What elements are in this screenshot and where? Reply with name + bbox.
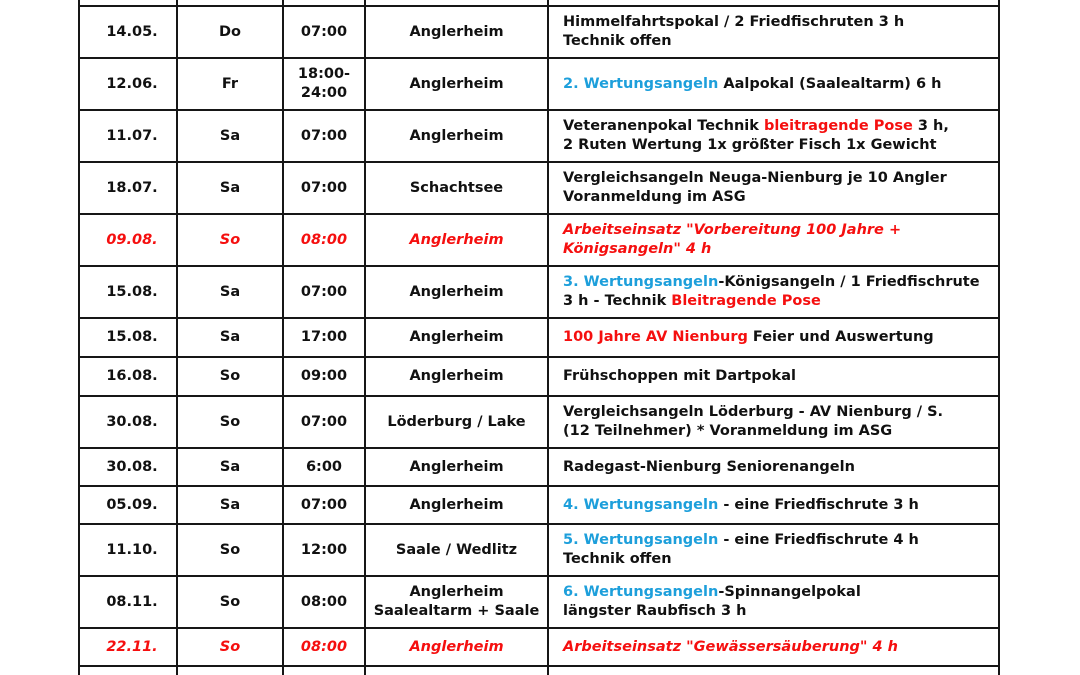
description-line xyxy=(563,32,992,51)
location-cell: Anglerheim xyxy=(365,357,548,396)
weekday-cell: Sa xyxy=(177,162,283,214)
description-line xyxy=(563,169,992,188)
date-cell: 08.11. xyxy=(79,576,177,628)
time-cell: 12:00 xyxy=(283,524,365,576)
location-cell: Anglerheim xyxy=(365,58,548,110)
date-cell: 09.08. xyxy=(79,214,177,266)
table-row xyxy=(79,486,999,524)
description-cell xyxy=(548,6,999,58)
description-line xyxy=(563,602,992,621)
time-cell: 08:00 xyxy=(283,214,365,266)
location-cell: Anglerheim xyxy=(365,6,548,58)
description-text: 3 h - Technik xyxy=(563,293,672,309)
competition-label: 6. Wertungsangeln xyxy=(563,584,719,600)
time-cell: 08:00 xyxy=(283,628,365,666)
location-cell: Schachtsee xyxy=(365,162,548,214)
description-cell xyxy=(548,357,999,396)
time-cell: 07:00 xyxy=(283,396,365,448)
description-cell xyxy=(548,318,999,357)
weekday-cell: Sa xyxy=(177,486,283,524)
weekday-cell xyxy=(177,666,283,675)
weekday-cell: Sa xyxy=(177,448,283,486)
time-cell-line: 24:00 xyxy=(300,85,348,101)
description-text: Veteranenpokal Technik xyxy=(563,118,764,134)
description-text: 2 Ruten Wertung 1x größter Fisch 1x Gewicht xyxy=(563,137,937,153)
description-line xyxy=(563,75,992,94)
description-line xyxy=(563,221,992,240)
description-text: Technik offen xyxy=(563,33,672,49)
date-cell: 22.11. xyxy=(79,628,177,666)
time-cell: 09:00 xyxy=(283,357,365,396)
schedule-body xyxy=(79,0,999,675)
description-line xyxy=(563,188,992,207)
description-cell xyxy=(548,214,999,266)
description-text: - eine Friedfischrute 4 h xyxy=(718,532,919,548)
highlight-text: Arbeitseinsatz "Vorbereitung 100 Jahre + xyxy=(563,222,902,238)
location-cell xyxy=(365,576,548,628)
location-cell: Anglerheim xyxy=(365,486,548,524)
table-row xyxy=(79,448,999,486)
weekday-cell: Sa xyxy=(177,266,283,318)
weekday-cell: So xyxy=(177,396,283,448)
description-cell xyxy=(548,524,999,576)
description-text: -Spinnangelpokal xyxy=(718,584,861,600)
description-cell xyxy=(548,628,999,666)
table-row xyxy=(79,576,999,628)
description-text: längster Raubfisch 3 h xyxy=(563,603,747,619)
time-cell xyxy=(283,58,365,110)
description-text: Feier und Auswertung xyxy=(747,329,934,345)
description-text: - eine Friedfischrute 3 h xyxy=(718,496,919,513)
location-cell: Anglerheim xyxy=(365,214,548,266)
description-line xyxy=(563,117,992,136)
highlight-text: Arbeitseinsatz "Gewässersäuberung" 4 h xyxy=(563,638,898,655)
date-cell: 15.08. xyxy=(79,318,177,357)
description-cell xyxy=(548,162,999,214)
weekday-cell: Sa xyxy=(177,318,283,357)
location-cell: Anglerheim xyxy=(365,110,548,162)
description-text: (12 Teilnehmer) * Voranmeldung im ASG xyxy=(563,423,893,439)
description-line xyxy=(563,367,992,386)
date-cell: 15.08. xyxy=(79,266,177,318)
description-line xyxy=(563,638,992,657)
table-row xyxy=(79,357,999,396)
weekday-cell: So xyxy=(177,214,283,266)
location-cell: Anglerheim xyxy=(365,266,548,318)
description-line xyxy=(563,273,992,292)
location-cell-line: Saalealtarm + Saale xyxy=(373,603,540,619)
description-text: Radegast-Nienburg Seniorenangeln xyxy=(563,458,855,475)
table-row xyxy=(79,110,999,162)
time-cell xyxy=(283,666,365,675)
description-text: Vergleichsangeln Löderburg - AV Nienburg / S. xyxy=(563,404,944,420)
table-row xyxy=(79,666,999,675)
date-cell: 11.10. xyxy=(79,524,177,576)
description-line xyxy=(563,458,992,477)
description-text: Frühschoppen mit Dartpokal xyxy=(563,368,796,384)
description-line xyxy=(563,136,992,155)
table-row xyxy=(79,162,999,214)
date-cell: 30.08. xyxy=(79,448,177,486)
location-cell: Löderburg / Lake xyxy=(365,396,548,448)
date-cell: 30.08. xyxy=(79,396,177,448)
weekday-cell: Fr xyxy=(177,58,283,110)
time-cell: 17:00 xyxy=(283,318,365,357)
description-line xyxy=(563,496,992,515)
competition-label: 4. Wertungsangeln xyxy=(563,496,719,513)
description-line xyxy=(563,292,992,311)
description-line xyxy=(563,583,992,602)
location-cell: Anglerheim xyxy=(365,318,548,357)
weekday-cell: Sa xyxy=(177,110,283,162)
table-row xyxy=(79,214,999,266)
time-cell: 07:00 xyxy=(283,6,365,58)
weekday-cell: So xyxy=(177,576,283,628)
date-cell xyxy=(79,666,177,675)
date-cell: 14.05. xyxy=(79,6,177,58)
description-cell xyxy=(548,448,999,486)
competition-label: 3. Wertungsangeln xyxy=(563,274,719,290)
description-cell xyxy=(548,266,999,318)
table-row xyxy=(79,318,999,357)
description-text: Himmelfahrtspokal / 2 Friedfischruten 3 h xyxy=(563,14,905,30)
weekday-cell: So xyxy=(177,628,283,666)
description-line xyxy=(563,403,992,422)
competition-label: 5. Wertungsangeln xyxy=(563,532,719,548)
weekday-cell: So xyxy=(177,524,283,576)
time-cell-line: 18:00- xyxy=(297,66,351,82)
description-text: 3 h, xyxy=(912,118,949,134)
time-cell: 07:00 xyxy=(283,486,365,524)
description-cell xyxy=(548,576,999,628)
table-row xyxy=(79,396,999,448)
location-cell-line: Anglerheim xyxy=(409,584,504,600)
table-row xyxy=(79,628,999,666)
highlight-text: 100 Jahre AV Nienburg xyxy=(563,329,748,345)
description-text: Voranmeldung im ASG xyxy=(563,189,746,205)
description-line xyxy=(563,13,992,32)
highlight-text: bleitragende Pose xyxy=(763,118,913,134)
time-cell: 07:00 xyxy=(283,110,365,162)
description-text: Aalpokal (Saalealtarm) 6 h xyxy=(718,75,942,92)
table-row xyxy=(79,524,999,576)
location-cell: Anglerheim xyxy=(365,448,548,486)
description-line xyxy=(563,240,992,259)
time-cell: 07:00 xyxy=(283,162,365,214)
competition-label: 2. Wertungsangeln xyxy=(563,75,719,92)
description-text: Vergleichsangeln Neuga-Nienburg je 10 Angler xyxy=(563,170,947,186)
date-cell: 11.07. xyxy=(79,110,177,162)
highlight-text: Königsangeln" 4 h xyxy=(563,241,712,257)
location-cell xyxy=(365,666,548,675)
description-cell xyxy=(548,58,999,110)
table-row xyxy=(79,6,999,58)
description-cell xyxy=(548,486,999,524)
weekday-cell: Do xyxy=(177,6,283,58)
event-schedule-table xyxy=(78,0,1000,675)
description-line xyxy=(563,422,992,441)
location-cell: Anglerheim xyxy=(365,628,548,666)
date-cell: 12.06. xyxy=(79,58,177,110)
description-text: Technik offen xyxy=(563,551,672,567)
weekday-cell: So xyxy=(177,357,283,396)
location-cell: Saale / Wedlitz xyxy=(365,524,548,576)
highlight-text: Bleitragende Pose xyxy=(671,293,821,309)
date-cell: 16.08. xyxy=(79,357,177,396)
date-cell: 05.09. xyxy=(79,486,177,524)
table-row xyxy=(79,58,999,110)
description-cell xyxy=(548,110,999,162)
description-cell xyxy=(548,666,999,675)
description-text: -Königsangeln / 1 Friedfischrute xyxy=(718,274,980,290)
table-row xyxy=(79,266,999,318)
description-line xyxy=(563,328,992,347)
time-cell: 07:00 xyxy=(283,266,365,318)
time-cell: 08:00 xyxy=(283,576,365,628)
date-cell: 18.07. xyxy=(79,162,177,214)
time-cell: 6:00 xyxy=(283,448,365,486)
description-line xyxy=(563,550,992,569)
description-cell xyxy=(548,396,999,448)
description-line xyxy=(563,531,992,550)
